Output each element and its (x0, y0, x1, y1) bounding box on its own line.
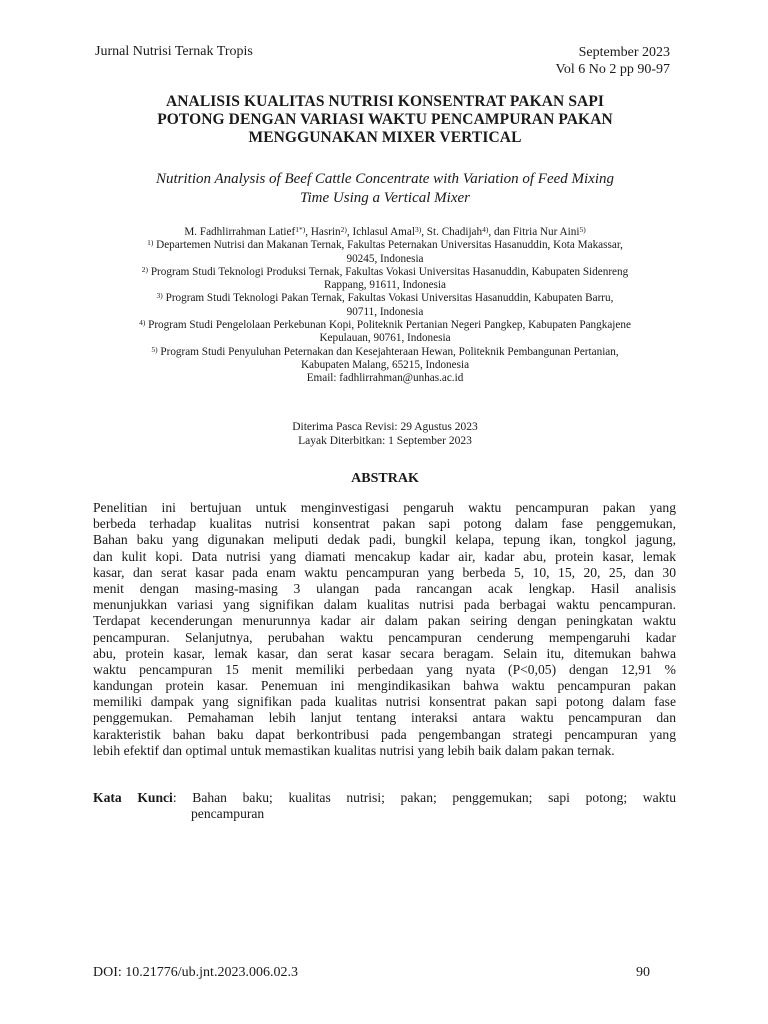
journal-name: Jurnal Nutrisi Ternak Tropis (95, 44, 253, 59)
affiliation-cont: Kabupaten Malang, 65215, Indonesia (300, 358, 470, 371)
abstract-line: dan kulit kopi. Data nutrisi yang diamati mencakup kadar air, kadar abu, protein kasar, lemak (93, 548, 676, 564)
abstract-line: Penelitian ini bertujuan untuk menginvestigasi pengaruh waktu pencampuran pakan yang (93, 500, 676, 515)
corresponding-email: Email: fadhlirrahman@unhas.ac.id (306, 372, 464, 385)
affiliation-sup: 3) (156, 291, 163, 301)
keywords-line (93, 790, 676, 806)
abstract-line: waktu pencampuran 15 menit memiliki perbedaan yang nyata (P<0,05) dengan 12,91 % (93, 661, 676, 677)
affiliation-cont: Kepulauan, 90761, Indonesia (319, 332, 451, 345)
keywords-block (93, 790, 676, 822)
abstract-body (93, 500, 676, 759)
affiliation-sup: 5) (151, 344, 158, 354)
abstract-heading: ABSTRAK (351, 471, 419, 486)
author-sup: 5) (579, 225, 586, 234)
author-name: M. Fadhlirrahman Latief (184, 226, 296, 238)
abstract-line: pencampuran. Selanjutnya, perubahan waktu pencampuran cenderung mempengaruhi kadar (93, 629, 676, 645)
page-number: 90 (636, 965, 650, 980)
abstract-line: lebih efektif dan optimal untuk memastikan kualitas nutrisi yang lebih baik dalam pakan ternak. (93, 742, 615, 758)
accepted-date: Layak Diterbitkan: 1 September 2023 (298, 435, 472, 447)
author-name: Hasrin (310, 226, 341, 238)
affiliation (90, 346, 680, 359)
affiliation-text: Program Studi Penyuluhan Peternakan dan Kesejahteraan Hewan, Politeknik Pembangunan Pertanian, (157, 345, 619, 358)
abstract-line: abu, protein kasar, lemak kasar, dan serat kasar secara beragam. Selain itu, ditemukan bahwa (93, 645, 676, 661)
author-sup: 1*) (295, 225, 306, 234)
author-name: Ichlasul Amal (352, 226, 415, 238)
affiliation-sup: 4) (139, 318, 146, 328)
author-sep: , dan (488, 226, 513, 238)
author-name: Fitria Nur Aini (512, 226, 580, 238)
issue-date: September 2023 (578, 45, 670, 60)
author-sep: , (346, 226, 353, 238)
title-line: ANALISIS KUALITAS NUTRISI KONSENTRAT PAKAN SAPI (165, 93, 605, 110)
affiliation (90, 292, 680, 305)
affiliation-text: Program Studi Teknologi Produksi Ternak, Fakultas Vokasi Universitas Hasanuddin, Kabupaten Sidenreng (148, 265, 629, 278)
issue-info (556, 44, 670, 78)
keywords-label: Kata Kunci (93, 790, 173, 805)
abstract-line: kandungan protein kasar. Penemuan ini mengindikasikan bahwa waktu pencampuran pakan (93, 678, 676, 694)
keywords-text-cont: pencampuran (191, 806, 265, 821)
paper-title (90, 93, 680, 147)
author-sep: , (305, 226, 311, 238)
author-list (90, 226, 680, 239)
abstract-line: memiliki dampak yang signifikan pada kualitas nutrisi konsentrat pakan sapi potong dalam fase (93, 694, 676, 710)
title-line: MENGGUNAKAN MIXER VERTICAL (248, 129, 522, 146)
title-line: POTONG DENGAN VARIASI WAKTU PENCAMPURAN PAKAN (157, 111, 613, 128)
abstract-line: menunjukkan variasi yang signifikan dalam kualitas nutrisi pada berbagai waktu pencampuran. (93, 597, 676, 613)
abstract-line: Bahan baku yang digunakan meliputi dedak padi, bungkil kelapa, tepung ikan, tongkol jagung, (93, 532, 676, 548)
author-sep: , (421, 226, 427, 238)
affiliation (90, 266, 680, 279)
authors-block (90, 226, 680, 386)
subtitle-line: Nutrition Analysis of Beef Cattle Concentrate with Variation of Feed Mixing (155, 171, 614, 187)
keywords-text: : Bahan baku; kualitas nutrisi; pakan; penggemukan; sapi potong; waktu (172, 790, 676, 805)
abstract-line: berbeda terhadap kualitas nutrisi konsentrat pakan sapi potong dalam fase penggemukan, (93, 516, 676, 532)
issue-volume: Vol 6 No 2 pp 90-97 (555, 62, 670, 77)
affiliation (90, 239, 680, 252)
affiliation-cont: Rappang, 91611, Indonesia (323, 279, 446, 292)
abstract-line: karakteristik bahan baku dapat berkontribusi pada pengembangan strategi pencampuran yang (93, 726, 676, 742)
paper-subtitle-english (90, 170, 680, 208)
author-sup: 2) (340, 225, 347, 234)
abstract-line: menit dengan masing-masing 3 ulangan pada rancangan acak lengkap. Hasil analisis (93, 580, 676, 596)
abstract-line: penggemukan. Pemahaman lebih lanjut tentang interaksi antara waktu pencampuran dan (93, 710, 676, 726)
abstract-line: Terdapat kecenderungan menurunnya kadar air dalam pakan seiring dengan peningkatan waktu (93, 613, 676, 629)
author-sup: 4) (482, 225, 489, 234)
abstract-line: kasar, dan serat kasar pada enam waktu pencampuran yang berbeda 5, 10, 15, 20, 25, dan 30 (93, 564, 676, 580)
affiliation-cont: 90711, Indonesia (346, 305, 424, 318)
affiliation-cont: 90245, Indonesia (346, 252, 424, 265)
publication-dates (90, 420, 680, 448)
affiliation-text: Departemen Nutrisi dan Makanan Ternak, Fakultas Peternakan Universitas Hasanuddin, Kota Makassar, (153, 239, 623, 252)
doi: DOI: 10.21776/ub.jnt.2023.006.02.3 (93, 965, 298, 980)
affiliation-sup: 1) (147, 238, 154, 248)
author-name: St. Chadijah (426, 226, 483, 238)
affiliation-text: Program Studi Teknologi Pakan Ternak, Fakultas Vokasi Universitas Hasanuddin, Kabupaten Barru, (162, 292, 614, 305)
affiliation (90, 319, 680, 332)
subtitle-line: Time Using a Vertical Mixer (300, 190, 470, 206)
affiliation-text: Program Studi Pengelolaan Perkebunan Kopi, Politeknik Pertanian Negeri Pangkep, Kabupaten Pangkajene (145, 319, 631, 332)
author-sup: 3) (414, 225, 422, 234)
affiliation-sup: 2) (141, 264, 149, 274)
received-date: Diterima Pasca Revisi: 29 Agustus 2023 (292, 421, 478, 433)
